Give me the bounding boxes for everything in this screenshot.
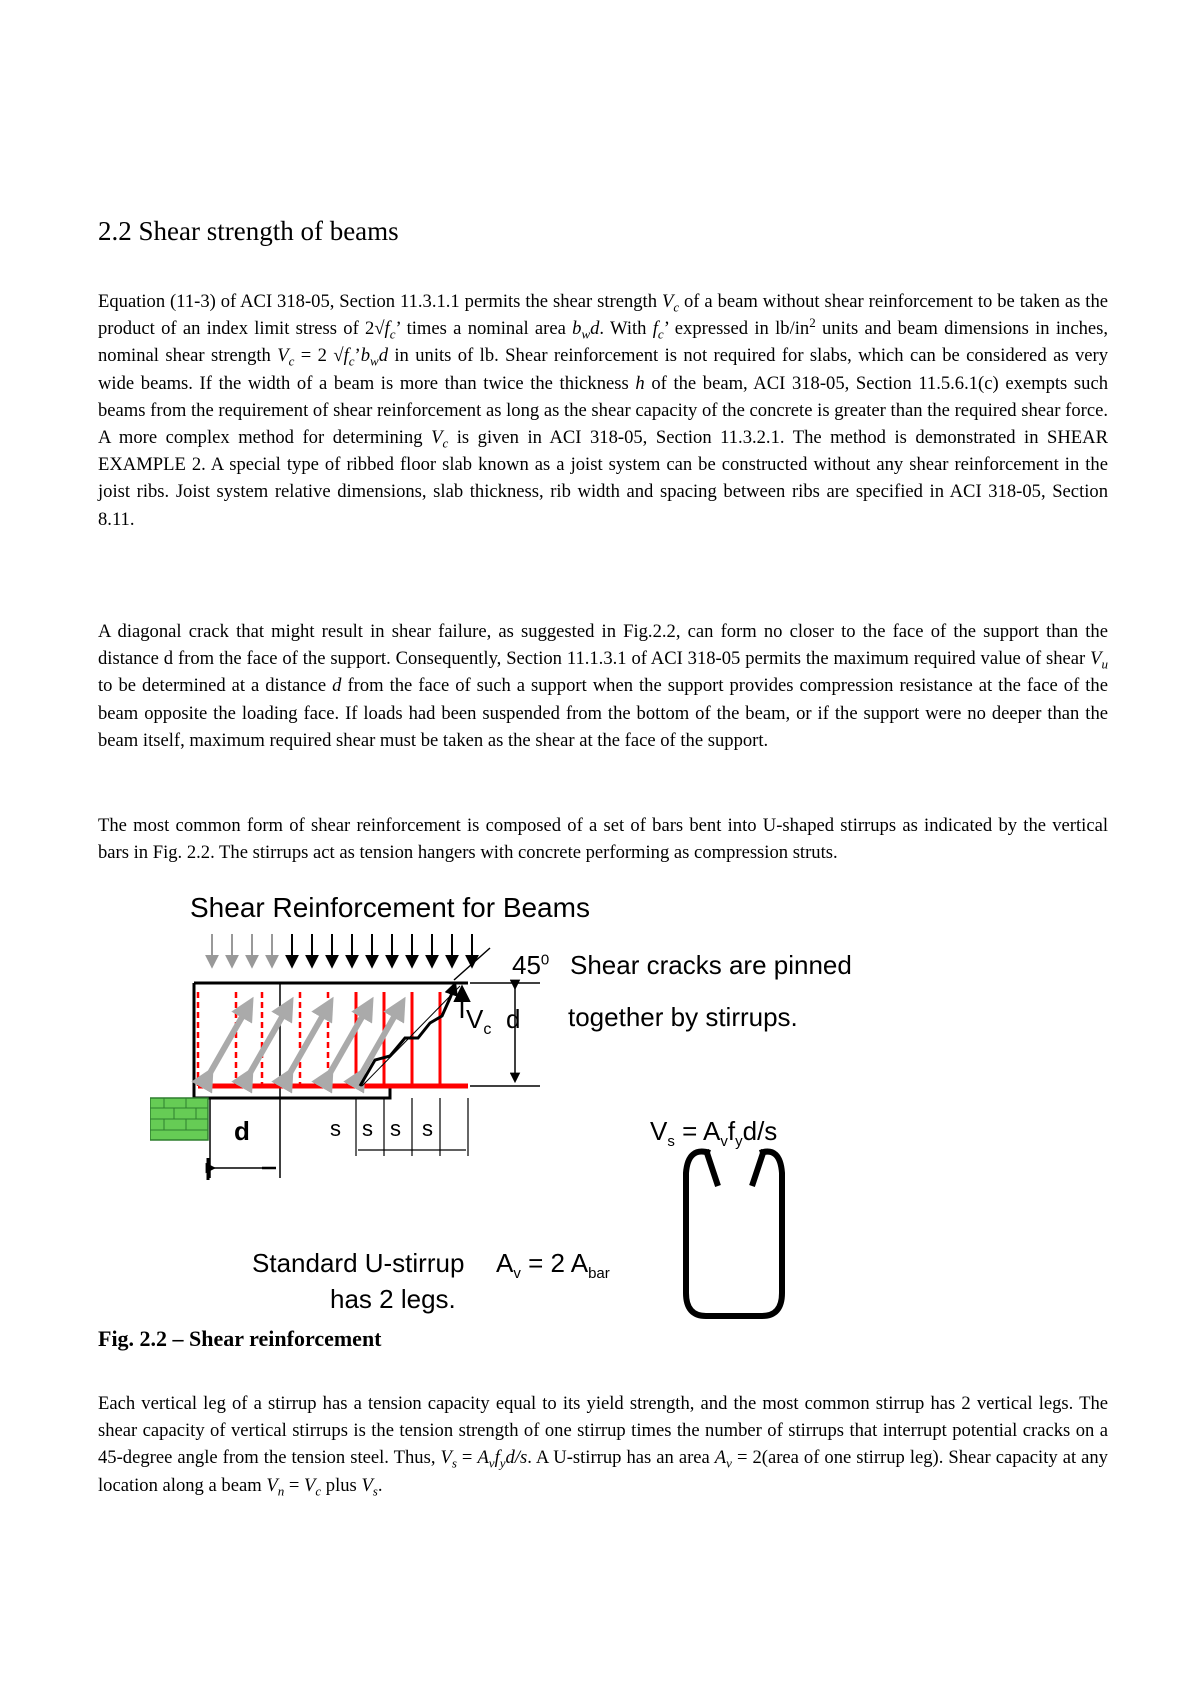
s-label-3: s: [390, 1116, 401, 1141]
support-block: [150, 1098, 210, 1178]
paragraph-shear-strength: Equation (11-3) of ACI 318-05, Section 11.3.1.1 permits the shear strength $V_c$ of a beam without shear reinforcement to be taken as the product of an index limit stress of $2√f_c$’ times a nominal area $b_wd$. With $f_c$’ expressed in $lb/in^2$ units and beam dimensions in inches, nominal shear strength $V_c = 2$ $√f_c’b_wd$ in units of lb. Shear reinforcement is not required for slabs, which can be considered as very wide beams. If the width of a beam is more than twice the thickness h of the beam, ACI 318-05, Section 11.5.6.1(c) exempts such beams from the requirement of shear reinforcement as long as the shear capacity of the concrete is greater than the required shear force. A more complex method for determining $V_c$ is given in ACI 318-05, Section 11.3.2.1. The method is demonstrated in SHEAR EXAMPLE 2. A special type of ribbed floor slab known as a joist system can be constructed without any shear reinforcement in the joist ribs. Joist system relative dimensions, slab thickness, rib width and spacing between ribs are specified in ACI 318-05, Section 8.11.: [98, 291, 1109, 530]
s-label-1: s: [330, 1116, 341, 1141]
d-bottom-label: d: [234, 1116, 250, 1146]
paragraph-stirrups: The most common form of shear reinforcement is composed of a set of bars bent into U-shaped stirrups as indicated by the vertical bars in Fig. 2.2. The stirrups act as tension hangers with concrete performing as compression struts.: [98, 815, 1108, 864]
figure-caption: Fig. 2.2 – Shear reinforcement: [98, 1326, 382, 1351]
angle-label: $45^0$: [512, 950, 550, 980]
d-label: d: [506, 1004, 521, 1034]
section-title: 2.2 Shear strength of beams: [98, 216, 399, 246]
shear-reinforcement-figure: [150, 888, 1030, 1328]
u-stirrup-label-2: has 2 legs.: [330, 1284, 456, 1314]
vc-label: $V_c$: [466, 1004, 492, 1039]
support-d-dimension: [208, 1158, 276, 1180]
paragraph-diagonal-crack: A diagonal crack that might result in shear failure, as suggested in Fig.2.2, can form no closer to the face of the support than the distance d from the face of the support. Consequently, Section 11.1.3.1 of ACI 318-05 permits the maximum required value of shear $V_u$ to be determined at a distance d from the face of such a support when the support provides compression resistance at the face of the beam opposite the loading face. If loads had been suspended from the bottom of the beam, or if the support were no deeper than the beam itself, maximum required shear must be taken as the shear at the face of the support.: [98, 621, 1108, 751]
note-line-2: together by stirrups.: [568, 1002, 798, 1032]
av-equation: $A_v = 2$ $A_{bar}$: [496, 1248, 610, 1283]
s-label-4: s: [422, 1116, 433, 1141]
u-stirrup-label-1: Standard U-stirrup: [252, 1248, 465, 1278]
load-arrows: [212, 934, 472, 966]
vs-formula: $V_s = A_vf_yd/s$: [650, 1116, 778, 1151]
u-stirrup-shape: [686, 1150, 782, 1316]
s-label-2: s: [362, 1116, 373, 1141]
paragraph-stirrup-capacity: Each vertical leg of a stirrup has a tension capacity equal to its yield strength, and the most common stirrup has 2 vertical legs. The shear capacity of vertical stirrups is the tension strength of one stirrup times the number of stirrups that interrupt potential cracks on a 45-degree angle from the tension steel. Thus, $V_s = A_vf_yd/s$. A U-stirrup has an area $A_v$ = 2(area of one stirrup leg). Shear capacity at any location along a beam $V_n = V_c$ plus $V_s$.: [98, 1393, 1108, 1499]
note-line-1: Shear cracks are pinned: [570, 950, 852, 980]
figure-title: Shear Reinforcement for Beams: [190, 892, 590, 923]
